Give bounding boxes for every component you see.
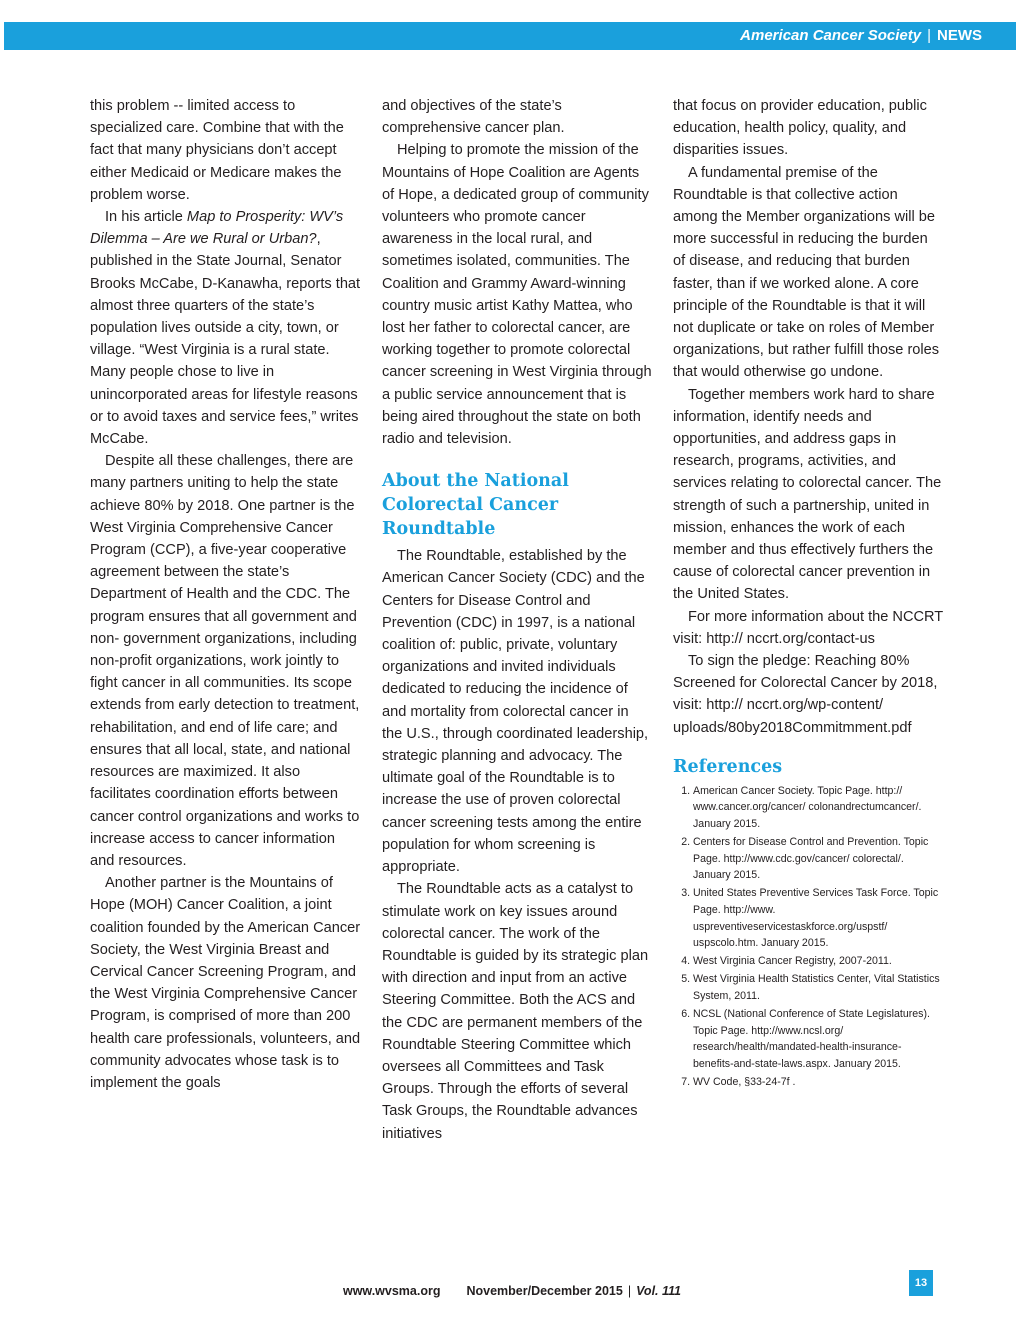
paragraph: Despite all these challenges, there are many partners uniting to help the state achieve 80% by 2018. One partner is the West Virginia Comprehensive Cancer Program (CCP), a five-year cooperative agreement between the state’s Department of Health and the CDC. The program ensures that all government and non- government organizations, including non-profit organizations, work jointly to fight cancer in all communities. Its scope extends from early detection to treatment, rehabilitation, and end of life care; and ensures that all local, state, and national resources are maximized. It also facilitates coordination efforts between cancer control organizations and works to increase access to cancer information and resources. (90, 453, 360, 869)
paragraph: this problem -- limited access to specialized care. Combine that with the fact that many physicians don’t accept either Medicaid or Medicare makes the problem worse. (90, 98, 344, 203)
paragraph: The Roundtable acts as a catalyst to stimulate work on key issues around colorectal cancer. The work of the Roundtable is guided by its strategic plan with direction and input from an active Steering Committee. Both the ACS and the CDC are permanent members of the Roundtable Steering Committee which oversees all Committees and Task Groups. Through the efforts of several Task Groups, the Roundtable advances initiatives (382, 881, 649, 1142)
paragraph: Another partner is the Mountains of Hope (MOH) Cancer Coalition, a joint coalition founded by the American Cancer Society, the West Virginia Breast and Cervical Cancer Screening Program, and the West Virginia Comprehensive Cancer Program, is comprised of more than 200 health care professionals, volunteers, and community advocates whose task is to implement the goals (90, 875, 361, 1091)
paragraph: The Roundtable, established by the American Cancer Society (CDC) and the Centers for Disease Control and Prevention (CDC) in 1997, is a national coalition of: public, private, voluntary organizations and invited individuals dedicated to reducing the incidence of and mortality from colorectal cancer in the U.S., through coordinated leadership, strategic planning and advocacy. The ultimate goal of the Roundtable is to increase the use of proven colorectal cancer screening tests among the entire population for whom screening is appropriate. (382, 548, 649, 876)
article-title: Map to Prosperity: WV’s Dilemma – Are we Rural or Urban? (90, 209, 344, 248)
footer-issue: November/December 2015 (466, 1284, 623, 1298)
paragraph: Helping to promote the mission of the Mountains of Hope Coalition are Agents of Hope, a dedicated group of community volunteers who promote cancer awareness in the local rural, and sometimes isolated, communities. The Coalition and Grammy Award-winning country music artist Kathy Mattea, who lost her father to colorectal cancer, are working together to promote colorectal cancer screening in West Virginia through a public service announcement that is being aired throughout the state on both radio and television. (382, 142, 652, 448)
paragraph (90, 206, 362, 450)
reference-item: 5. West Virginia Health Statistics Center, Vital Statistics System, 2011. (693, 971, 943, 1004)
reference-item: 3. United States Preventive Services Task Force. Topic Page. http://www. uspreventiveservicestaskforce.org/uspstf/ uspscolo.htm. January 2015. (693, 885, 943, 951)
reference-item: 6. NCSL (National Conference of State Legislatures). Topic Page. http://www.ncsl.org/ research/health/mandated-health-insurance- benefits-and-state-laws.aspx. January 2015. (693, 1006, 943, 1072)
header-organization: American Cancer Society (740, 27, 922, 44)
text-run: , published in the State Journal, Senator Brooks McCabe, D-Kanawha, reports that almost three quarters of the state’s population lives outside a city, town, or village. “West Virginia is a rural state. Many people chose to live in unincorporated areas for lifestyle reasons or to avoid taxes and service fees,” writes McCabe. (90, 231, 361, 448)
header-separator: | (927, 27, 931, 44)
paragraph: Together members work hard to share information, identify needs and opportunities, and address gaps in research, programs, activities, and services relating to colorectal cancer. The strength of such a partnership, united in mission, enhances the work of each member and thus effectively furthers the cause of colorectal cancer prevention in the United States. (673, 386, 942, 603)
section-heading-references: References (673, 756, 783, 777)
paragraph: For more information about the NCCRT visit: http:// nccrt.org/contact-us (673, 608, 943, 647)
paragraph: A fundamental premise of the Roundtable is that collective action among the Member organizations will be more successful in reducing the burden of disease, and reducing that burden faster, than if we worked alone. A core principle of the Roundtable is that it will not duplicate or take on roles of Member organizations, but rather fulfill those roles that would otherwise go undone. (673, 164, 940, 381)
column-3 (673, 95, 943, 1092)
footer-separator: | (627, 1284, 632, 1298)
paragraph: that focus on provider education, public education, health policy, quality, and disparities issues. (673, 98, 927, 159)
reference-item: 7. WV Code, §33-24-7f . (693, 1074, 943, 1091)
reference-item: 4. West Virginia Cancer Registry, 2007-2011. (693, 953, 943, 970)
footer-website: www.wvsma.org (342, 1284, 441, 1298)
reference-item: 2. Centers for Disease Control and Prevention. Topic Page. http://www.cdc.gov/cancer/ colorectal/. January 2015. (693, 834, 943, 884)
reference-item: 1. American Cancer Society. Topic Page. http:// www.cancer.org/cancer/ colonandrectumcancer/. January 2015. (693, 783, 943, 833)
section-heading-about-roundtable: About the National Colorectal Cancer Roundtable (382, 471, 569, 540)
references-list (673, 783, 943, 1091)
footer (0, 1284, 1024, 1298)
header-title (740, 28, 982, 44)
column-2 (382, 95, 652, 1145)
header-section: NEWS (937, 27, 982, 44)
paragraph: and objectives of the state’s comprehensive cancer plan. (382, 98, 565, 137)
page-number: 13 (909, 1270, 933, 1296)
text-run: In his article (105, 209, 187, 226)
paragraph: To sign the pledge: Reaching 80% Screened for Colorectal Cancer by 2018, visit: http:// nccrt.org/wp-content/ uploads/80by2018Commitmment.pdf (673, 653, 938, 736)
header-bar (4, 22, 1016, 50)
column-1 (90, 95, 362, 1094)
footer-volume: Vol. 111 (636, 1284, 681, 1298)
